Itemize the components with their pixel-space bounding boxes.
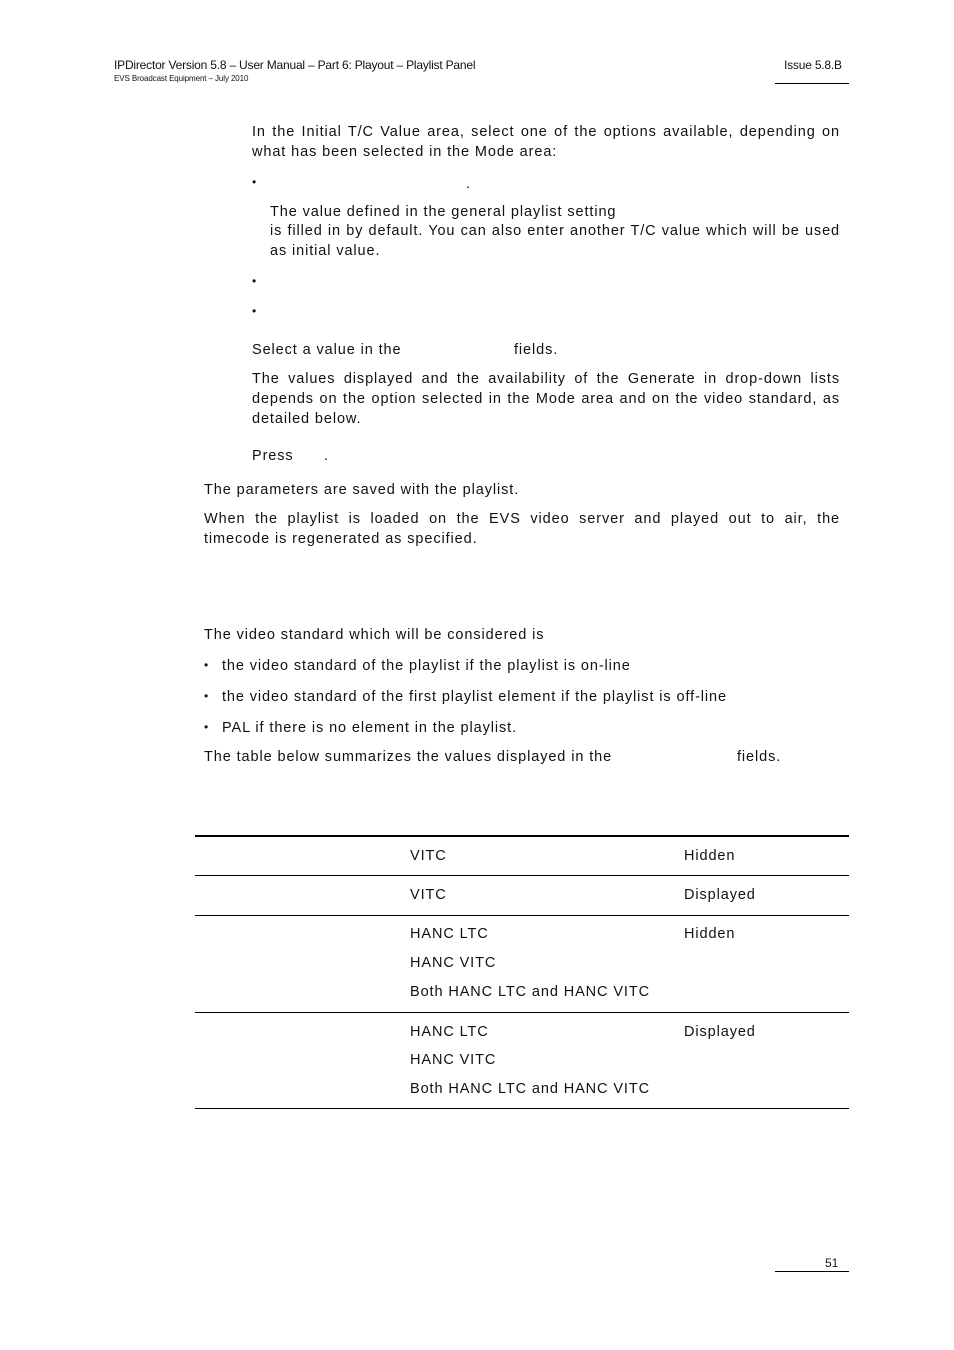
table-cell-value: Both HANC LTC and HANC VITC <box>410 984 650 1000</box>
table-row-divider <box>195 875 849 876</box>
timecode-regenerated-text: When the playlist is loaded on the EVS video server and played out to air, the timecode is regenerated as specified. <box>204 511 840 547</box>
parameters-saved-text: The parameters are saved with the playlist. <box>204 482 520 498</box>
bullet-marker: • <box>204 658 209 672</box>
bullet1-period: . <box>466 176 471 192</box>
table-cell-value: HANC VITC <box>410 1052 497 1068</box>
video-standard-intro: The video standard which will be considered is <box>204 627 545 643</box>
header-divider <box>775 83 849 84</box>
table-row-divider <box>195 1012 849 1013</box>
table-top-rule <box>195 835 849 837</box>
table-cell-value: HANC LTC <box>410 926 489 942</box>
bullet1-desc-line1: The value defined in the general playlist setting <box>270 204 617 220</box>
press-text: Press <box>252 448 294 464</box>
bullet-marker: • <box>252 274 257 288</box>
document-title: IPDirector Version 5.8 – User Manual – Part 6: Playout – Playlist Panel <box>114 58 476 72</box>
select-value-text-end: fields. <box>514 342 559 358</box>
table-bottom-rule <box>195 1108 849 1109</box>
bullet-marker: • <box>252 304 257 318</box>
table-cell-value: VITC <box>410 887 447 903</box>
table-cell-value: HANC LTC <box>410 1024 489 1040</box>
footer-divider <box>775 1271 849 1272</box>
values-displayed-note: The values displayed and the availability of the Generate in drop-down lists depends on the option selected in the Mode area and on the video standard, as detailed below. <box>252 371 840 427</box>
initial-tc-instruction: In the Initial T/C Value area, select one of the options available, depending on what has been selected in the Mode area: <box>252 124 840 160</box>
select-value-text-start: Select a value in the <box>252 342 402 358</box>
bullet-marker: • <box>204 720 209 734</box>
list-item: PAL if there is no element in the playlist. <box>222 720 517 736</box>
table-cell-value: Both HANC LTC and HANC VITC <box>410 1081 650 1097</box>
table-cell-status: Hidden <box>684 848 736 864</box>
table-row-divider <box>195 915 849 916</box>
list-item: the video standard of the playlist if the playlist is on-line <box>222 658 631 674</box>
table-cell-value: HANC VITC <box>410 955 497 971</box>
bullet-marker: • <box>204 689 209 703</box>
page-number: 51 <box>825 1256 839 1270</box>
document-subtitle: EVS Broadcast Equipment – July 2010 <box>114 74 249 83</box>
table-cell-value: VITC <box>410 848 447 864</box>
table-intro-text-end: fields. <box>737 749 782 765</box>
table-intro-text-start: The table below summarizes the values displayed in the <box>204 749 613 765</box>
table-cell-status: Displayed <box>684 1024 756 1040</box>
table-cell-status: Hidden <box>684 926 736 942</box>
table-cell-status: Displayed <box>684 887 756 903</box>
press-period: . <box>324 448 329 464</box>
list-item: the video standard of the first playlist element if the playlist is off-line <box>222 689 727 705</box>
issue-label: Issue 5.8.B <box>784 58 842 72</box>
bullet1-desc-rest: is filled in by default. You can also enter another T/C value which will be used as initial value. <box>270 223 840 259</box>
bullet-marker: • <box>252 175 257 189</box>
